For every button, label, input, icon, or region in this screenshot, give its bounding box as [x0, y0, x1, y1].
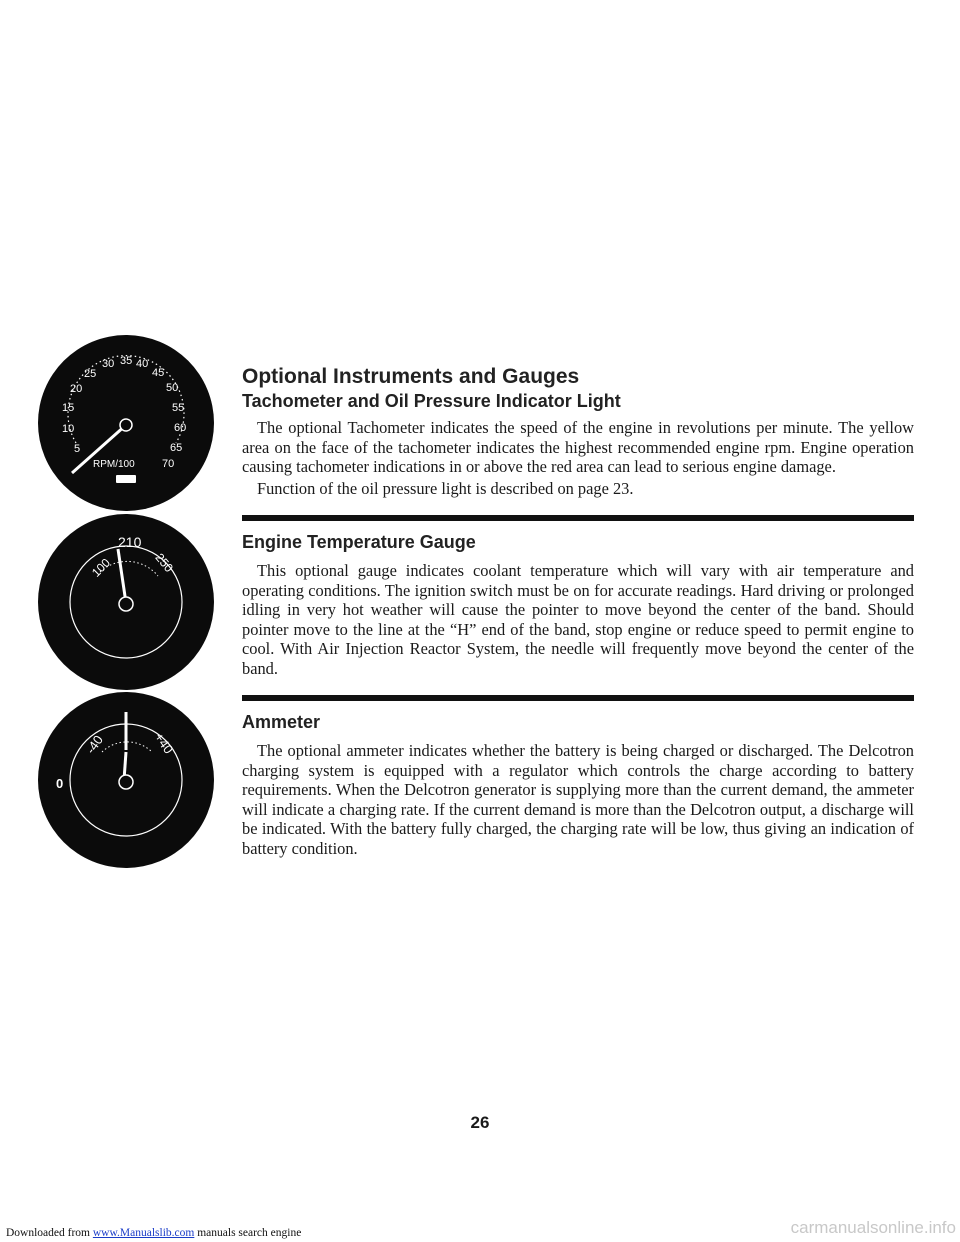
- tach-tick: 5: [74, 443, 81, 455]
- footer-prefix: Downloaded from: [6, 1227, 93, 1239]
- tach-tick: 10: [62, 423, 75, 435]
- tach-tick: 50: [166, 382, 179, 394]
- temperature-dial: [36, 512, 216, 692]
- tach-unit-label: RPM/100: [93, 459, 135, 470]
- temp-hub: [119, 597, 133, 611]
- tach-tick: 20: [70, 383, 83, 395]
- tachometer-gauge: [36, 333, 216, 513]
- section-divider: [242, 515, 914, 521]
- temp-tick: 100: [88, 555, 113, 580]
- tach-tick: 45: [152, 367, 165, 379]
- section-engine-temperature: [242, 532, 914, 678]
- tach-tick: 40: [136, 358, 149, 370]
- tach-tick: 55: [172, 402, 185, 414]
- ammeter-tick: +40: [151, 729, 177, 757]
- tach-tick: 70: [162, 458, 175, 470]
- footer-suffix: manuals search engine: [194, 1227, 302, 1239]
- temp-tick: 210: [118, 534, 142, 550]
- tach-tick: 15: [62, 402, 75, 414]
- section-title: Engine Temperature Gauge: [242, 532, 476, 552]
- tach-badge: [116, 475, 136, 483]
- ammeter-tick: 0: [56, 776, 64, 791]
- ammeter-gauge: [36, 690, 216, 870]
- ammeter-tick: -40: [82, 732, 106, 757]
- section-tachometer: [242, 365, 914, 498]
- temp-tick: 250: [152, 550, 176, 575]
- page-number: 26: [470, 1113, 490, 1132]
- tach-tick: 35: [120, 355, 133, 367]
- body-paragraph: This optional gauge indicates coolant temperature which will vary with air temperature and operating conditions. The ignition switch must be on for accurate readings. Hard driving or prolonged idling in very hot weather will cause the pointer to move beyond the center of the band. Should pointer move to the line at the “H” end of the band, stop engine or reduce speed to permit engine to cool. With Air Injection Reactor System, the needle will frequently move beyond the center of the band.: [242, 561, 914, 678]
- body-paragraph: The optional ammeter indicates whether the battery is being charged or discharged. The Delcotron charging system is equipped with a regulator which controls the charge according to battery requirements. When the Delcotron generator is supplying more than the current demand, the ammeter will indicate a charging rate. If the current demand is more than the Delcotron output, a discharge will be indicated. With the battery fully charged, the charging rate will be low, thus giving an indication of battery condition.: [242, 741, 914, 858]
- section-divider: [242, 695, 914, 701]
- tach-tick: 60: [174, 422, 187, 434]
- section-subtitle: Tachometer and Oil Pressure Indicator Light: [242, 391, 621, 411]
- tach-tick: 65: [170, 442, 183, 454]
- section-title: Ammeter: [242, 712, 321, 732]
- section-ammeter: [242, 712, 914, 858]
- manualslib-link[interactable]: www.Manualslib.com: [92, 1227, 195, 1239]
- tach-tick: 30: [102, 358, 115, 370]
- temperature-gauge: [36, 512, 216, 692]
- download-footer: [6, 1227, 301, 1239]
- section-title: Optional Instruments and Gauges: [242, 365, 580, 388]
- ammeter-dial: [36, 690, 216, 870]
- watermark: carmanualsonline.info: [790, 1218, 956, 1237]
- body-paragraph: The optional Tachometer indicates the speed of the engine in revolutions per minute. The yellow area on the face of the tachometer indicates the highest recommended engine rpm. Engine operation causing tachometer indications in or above the red area can lead to serious engine damage.: [242, 418, 914, 476]
- ammeter-hub: [119, 775, 133, 789]
- body-paragraph: Function of the oil pressure light is described on page 23.: [257, 478, 634, 498]
- tach-hub: [120, 419, 132, 431]
- tach-tick: 25: [84, 368, 97, 380]
- tachometer-dial: [36, 333, 216, 513]
